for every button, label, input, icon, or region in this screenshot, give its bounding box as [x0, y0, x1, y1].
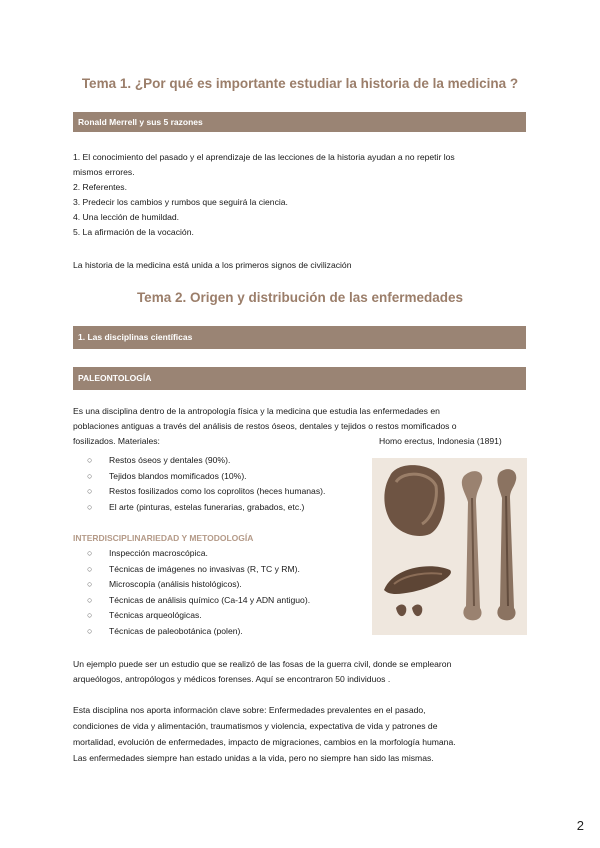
circle-bullet-icon: ○ — [87, 579, 93, 589]
example-line: arqueólogos, antropólogos y médicos forenses. Aquí se encontraron 50 individuos . — [73, 674, 391, 684]
reason-line: mismos errores. — [73, 167, 135, 177]
section-bar-disciplinas: 1. Las disciplinas científicas — [73, 326, 526, 349]
list-item: ○ Tejidos blandos momificados (10%). — [73, 469, 373, 485]
circle-bullet-icon: ○ — [87, 470, 93, 481]
reason-line: 5. La afirmación de la vocación. — [73, 227, 194, 237]
list-item: ○ Restos óseos y dentales (90%). — [73, 453, 373, 469]
tema1-closing: La historia de la medicina está unida a los primeros signos de civilización — [73, 260, 352, 270]
reason-line: 1. El conocimiento del pasado y el aprendizaje de las lecciones de la historia ayudan a no repetir los — [73, 152, 455, 162]
list-item: ○ Técnicas de imágenes no invasivas (R, TC y RM). — [73, 562, 373, 578]
circle-bullet-icon: ○ — [87, 610, 93, 620]
info-line: Las enfermedades siempre han estado unidas a la vida, pero no siempre han sido las mismas. — [73, 753, 434, 763]
homo-erectus-bones-image — [372, 458, 527, 635]
circle-bullet-icon: ○ — [87, 548, 93, 558]
list-item: ○ Técnicas arqueológicas. — [73, 608, 373, 624]
materials-list — [73, 453, 373, 515]
reason-line: 4. Una lección de humildad. — [73, 212, 180, 222]
tema1-title: Tema 1. ¿Por qué es importante estudiar la historia de la medicina ? — [81, 76, 519, 91]
circle-bullet-icon: ○ — [87, 594, 93, 605]
list-item: ○ Técnicas de análisis químico (Ca-14 y ADN antiguo). — [73, 593, 373, 609]
list-item: ○ Inspección macroscópica. — [73, 546, 373, 562]
bones-illustration — [372, 458, 527, 635]
info-line: Esta disciplina nos aporta información clave sobre: Enfermedades prevalentes en el pasado, — [73, 705, 426, 715]
circle-bullet-icon: ○ — [87, 625, 93, 636]
list-item: ○ El arte (pinturas, estelas funerarias, grabados, etc.) — [73, 500, 373, 516]
circle-bullet-icon: ○ — [87, 455, 93, 465]
list-item: ○ Restos fosilizados como los coprolitos (heces humanas). — [73, 484, 373, 500]
reason-line: 3. Predecir los cambios y rumbos que seguirá la ciencia. — [73, 197, 288, 207]
reason-line: 2. Referentes. — [73, 182, 127, 192]
intro-line: poblaciones antiguas a través del análisis de restos óseos, dentales y tejidos o restos momificados o — [73, 421, 457, 431]
circle-bullet-icon: ○ — [87, 486, 93, 496]
methods-list — [73, 546, 373, 639]
list-item: ○ Técnicas de paleobotánica (polen). — [73, 624, 373, 640]
intro-line: Es una disciplina dentro de la antropología física y la medicina que estudia las enfermedades en — [73, 406, 440, 416]
methodology-heading: INTERDISCIPLINARIEDAD Y METODOLOGÍA — [73, 533, 254, 543]
example-line: Un ejemplo puede ser un estudio que se realizó de las fosas de la guerra civil, donde se emplearon — [73, 659, 452, 669]
info-line: condiciones de vida y alimentación, traumatismos y violencia, expectativa de vida y patrones de — [73, 721, 438, 731]
info-line: mortalidad, evolución de enfermedades, impacto de migraciones, cambios en la morfología humana. — [73, 737, 456, 747]
tema2-title: Tema 2. Origen y distribución de las enfermedades — [136, 290, 464, 305]
info-paragraph — [73, 702, 533, 766]
page-number: 2 — [576, 818, 584, 833]
section-bar-paleontologia: PALEONTOLOGÍA — [73, 367, 526, 390]
circle-bullet-icon: ○ — [87, 501, 93, 512]
reasons-block — [73, 150, 533, 240]
section-bar-merrell: Ronald Merrell y sus 5 razones — [73, 112, 526, 132]
circle-bullet-icon: ○ — [87, 563, 93, 574]
intro-line: fosilizados. Materiales: — [73, 436, 160, 446]
list-item: ○ Microscopía (análisis histológicos). — [73, 577, 373, 593]
example-paragraph — [73, 657, 533, 687]
figure-caption: Homo erectus, Indonesia (1891) — [379, 436, 502, 446]
